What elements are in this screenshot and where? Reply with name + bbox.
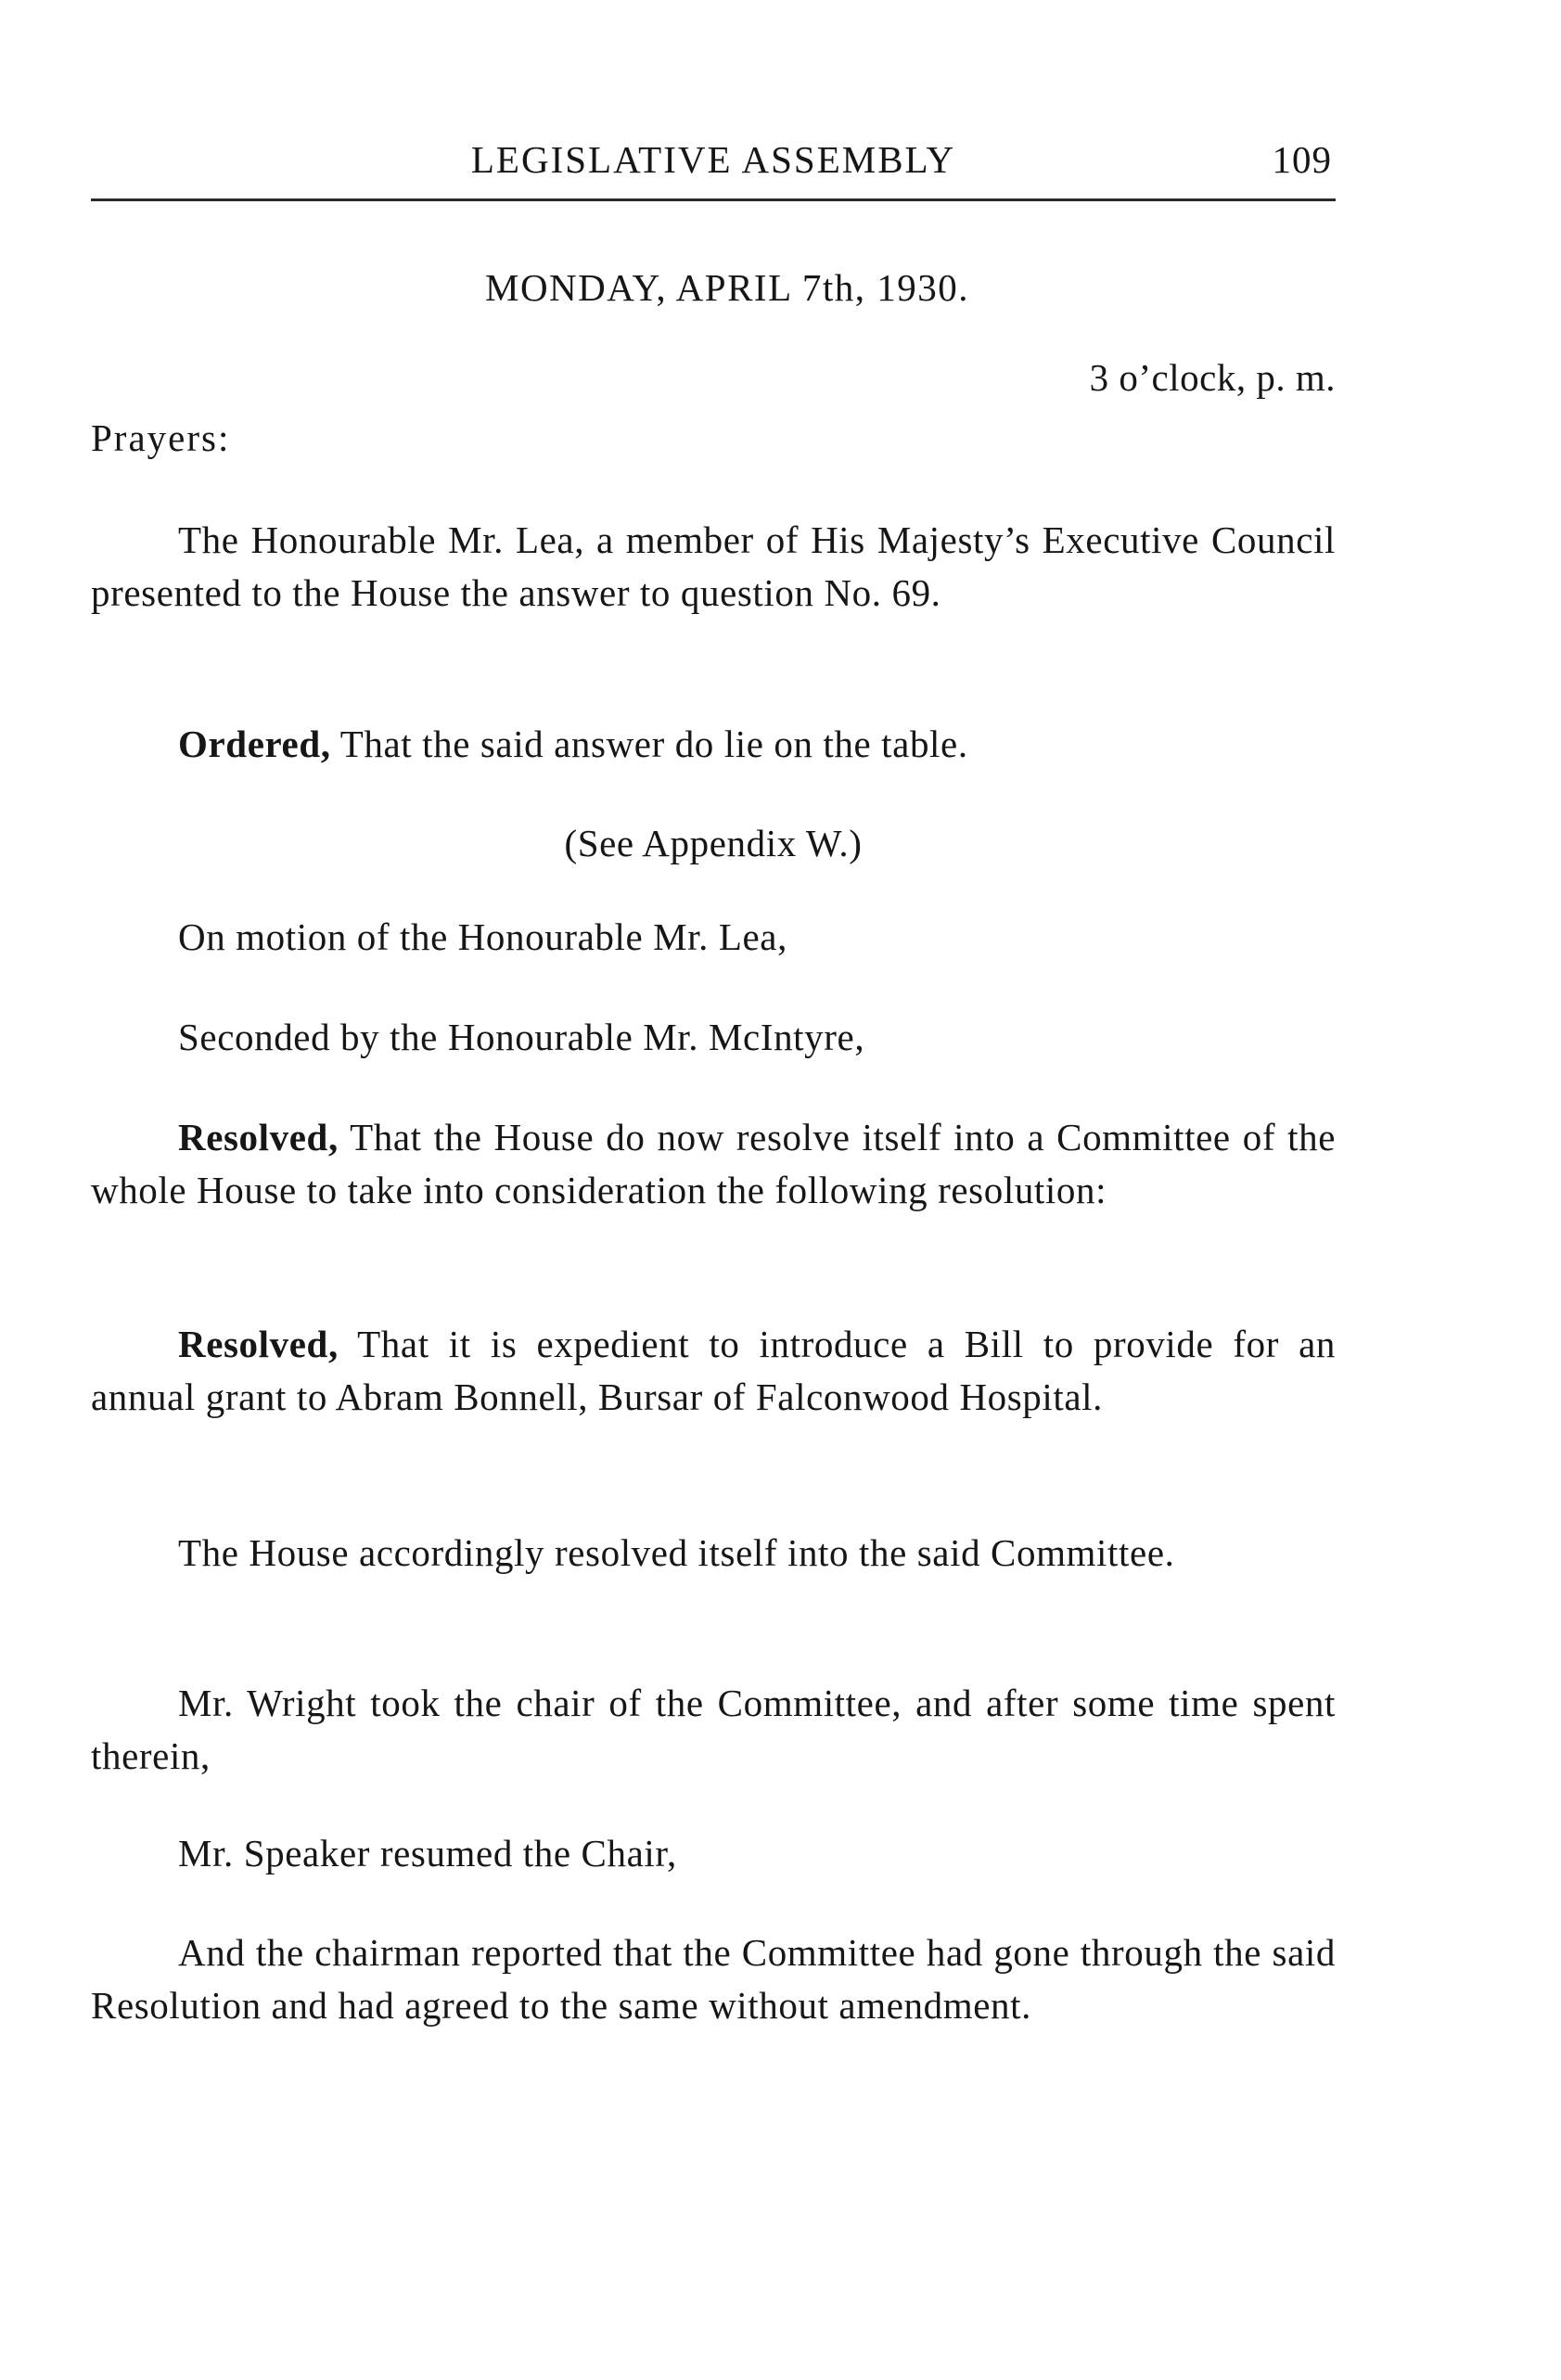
paragraph-motion: On motion of the Honourable Mr. Lea, [178,915,787,958]
sitting-time: 3 o’clock, p. m. [1089,356,1336,399]
paragraph-ordered [91,718,1336,771]
prayers-heading: Prayers: [91,416,231,459]
paragraph-house-resolved: The House accordingly resolved itself into the said Committee. [178,1531,1175,1574]
page-header [91,130,1336,191]
sitting-date: MONDAY, APRIL 7th, 1930. [484,266,969,309]
resolved-keyword: Resolved, [178,1323,339,1365]
paragraph-seconded: Seconded by the Honourable Mr. McIntyre, [178,1016,865,1058]
header-divider [91,198,1336,201]
resolved-keyword: Resolved, [178,1116,339,1158]
paragraph-chair-taken: Mr. Wright took the chair of the Committee, and after some time spent therein, [91,1682,1336,1777]
paragraph-chairman-report: And the chairman reported that the Committee had gone through the said Resolution and had agreed to the same without amendment. [91,1931,1336,2027]
running-title: LEGISLATIVE ASSEMBLY [470,138,956,181]
ordered-text: That the said answer do lie on the table. [330,723,968,765]
paragraph-speaker-resumed: Mr. Speaker resumed the Chair, [178,1832,677,1875]
paragraph-resolved-bill [91,1318,1336,1424]
appendix-reference: (See Appendix W.) [564,822,863,864]
resolved-bill-text: That it is expedient to introduce a Bill to provide for an annual grant to Abram Bonnell, Bursar of Falconwood Hospital. [91,1323,1336,1418]
ordered-keyword: Ordered, [178,723,331,765]
page-number: 109 [1272,138,1332,181]
paragraph-resolved-committee [91,1111,1336,1217]
paragraph-answer-presented: The Honourable Mr. Lea, a member of His Majesty’s Executive Council presented to the House the answer to question No. 69. [91,518,1336,614]
resolved-committee-text: That the House do now resolve itself into a Committee of the whole House to take into consideration the following resolution: [91,1116,1336,1211]
